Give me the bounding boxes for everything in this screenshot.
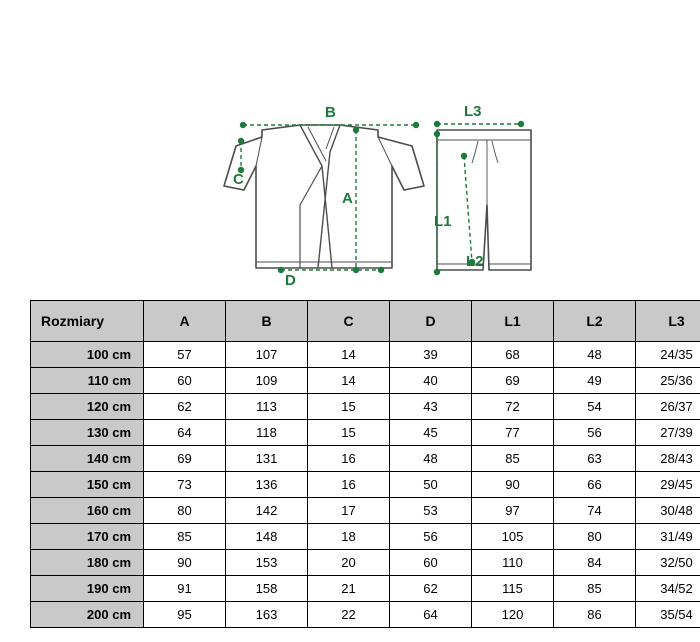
table-row	[31, 524, 700, 550]
cell-a: 60	[144, 368, 226, 394]
cell-c: 15	[308, 394, 390, 420]
cell-l3: 32/50	[636, 550, 700, 576]
cell-l3: 27/39	[636, 420, 700, 446]
cell-l1: 85	[472, 446, 554, 472]
cell-l3: 34/52	[636, 576, 700, 602]
table-row	[31, 576, 700, 602]
size-table-container	[30, 300, 693, 628]
table-header-row	[31, 301, 700, 342]
column-header-c: C	[308, 301, 390, 342]
column-header-b: B	[226, 301, 308, 342]
cell-l2: 80	[554, 524, 636, 550]
table-row	[31, 498, 700, 524]
cell-c: 21	[308, 576, 390, 602]
label-l3: L3	[464, 103, 482, 120]
cell-b: 107	[226, 342, 308, 368]
cell-d: 39	[390, 342, 472, 368]
cell-l2: 84	[554, 550, 636, 576]
row-size-label: 110 cm	[31, 368, 144, 394]
cell-c: 14	[308, 342, 390, 368]
cell-l2: 49	[554, 368, 636, 394]
cell-l1: 105	[472, 524, 554, 550]
column-header-l2: L2	[554, 301, 636, 342]
cell-a: 91	[144, 576, 226, 602]
row-size-label: 160 cm	[31, 498, 144, 524]
cell-l2: 66	[554, 472, 636, 498]
table-row	[31, 342, 700, 368]
cell-l1: 97	[472, 498, 554, 524]
cell-l2: 56	[554, 420, 636, 446]
table-row	[31, 368, 700, 394]
row-size-label: 180 cm	[31, 550, 144, 576]
label-d: D	[285, 272, 296, 289]
cell-b: 163	[226, 602, 308, 628]
table-row	[31, 446, 700, 472]
cell-a: 73	[144, 472, 226, 498]
cell-l1: 68	[472, 342, 554, 368]
cell-b: 113	[226, 394, 308, 420]
cell-l2: 86	[554, 602, 636, 628]
cell-a: 95	[144, 602, 226, 628]
cell-d: 64	[390, 602, 472, 628]
row-size-label: 140 cm	[31, 446, 144, 472]
cell-d: 50	[390, 472, 472, 498]
row-size-label: 130 cm	[31, 420, 144, 446]
cell-a: 90	[144, 550, 226, 576]
cell-c: 18	[308, 524, 390, 550]
cell-b: 136	[226, 472, 308, 498]
cell-d: 43	[390, 394, 472, 420]
cell-b: 142	[226, 498, 308, 524]
cell-d: 40	[390, 368, 472, 394]
cell-l1: 120	[472, 602, 554, 628]
size-table-body	[31, 342, 700, 628]
cell-c: 15	[308, 420, 390, 446]
cell-l2: 74	[554, 498, 636, 524]
cell-c: 17	[308, 498, 390, 524]
table-row	[31, 420, 700, 446]
pants-illustration	[437, 130, 531, 270]
cell-c: 16	[308, 446, 390, 472]
cell-l2: 54	[554, 394, 636, 420]
cell-d: 56	[390, 524, 472, 550]
cell-b: 109	[226, 368, 308, 394]
row-size-label: 170 cm	[31, 524, 144, 550]
measure-l3	[434, 121, 524, 127]
table-row	[31, 602, 700, 628]
garment-diagram	[0, 0, 700, 290]
cell-c: 14	[308, 368, 390, 394]
cell-d: 53	[390, 498, 472, 524]
cell-l1: 90	[472, 472, 554, 498]
column-header-l3: L3	[636, 301, 700, 342]
cell-c: 22	[308, 602, 390, 628]
cell-l2: 48	[554, 342, 636, 368]
label-l1: L1	[434, 213, 452, 230]
cell-b: 131	[226, 446, 308, 472]
cell-l1: 77	[472, 420, 554, 446]
cell-d: 48	[390, 446, 472, 472]
table-row	[31, 394, 700, 420]
jacket-illustration	[224, 125, 424, 268]
cell-b: 153	[226, 550, 308, 576]
cell-b: 118	[226, 420, 308, 446]
column-header-a: A	[144, 301, 226, 342]
size-table-head	[31, 301, 700, 342]
cell-b: 158	[226, 576, 308, 602]
cell-a: 64	[144, 420, 226, 446]
size-table	[30, 300, 700, 628]
label-a: A	[342, 190, 353, 207]
cell-a: 57	[144, 342, 226, 368]
cell-d: 60	[390, 550, 472, 576]
cell-l3: 29/45	[636, 472, 700, 498]
cell-a: 62	[144, 394, 226, 420]
cell-l3: 26/37	[636, 394, 700, 420]
cell-l1: 72	[472, 394, 554, 420]
table-row	[31, 550, 700, 576]
cell-l3: 28/43	[636, 446, 700, 472]
cell-l3: 31/49	[636, 524, 700, 550]
table-corner-header: Rozmiary	[31, 301, 144, 342]
label-b: B	[325, 104, 336, 121]
column-header-d: D	[390, 301, 472, 342]
cell-l3: 25/36	[636, 368, 700, 394]
row-size-label: 150 cm	[31, 472, 144, 498]
cell-b: 148	[226, 524, 308, 550]
cell-l3: 24/35	[636, 342, 700, 368]
cell-l1: 69	[472, 368, 554, 394]
label-c: C	[233, 171, 244, 188]
cell-c: 20	[308, 550, 390, 576]
row-size-label: 120 cm	[31, 394, 144, 420]
cell-l3: 30/48	[636, 498, 700, 524]
garment-diagram-svg	[0, 0, 700, 290]
cell-l2: 85	[554, 576, 636, 602]
cell-c: 16	[308, 472, 390, 498]
row-size-label: 190 cm	[31, 576, 144, 602]
cell-l1: 110	[472, 550, 554, 576]
cell-a: 69	[144, 446, 226, 472]
row-size-label: 200 cm	[31, 602, 144, 628]
label-l2: L2	[466, 253, 484, 270]
row-size-label: 100 cm	[31, 342, 144, 368]
table-row	[31, 472, 700, 498]
cell-l1: 115	[472, 576, 554, 602]
cell-d: 45	[390, 420, 472, 446]
cell-a: 80	[144, 498, 226, 524]
column-header-l1: L1	[472, 301, 554, 342]
cell-d: 62	[390, 576, 472, 602]
cell-l2: 63	[554, 446, 636, 472]
cell-a: 85	[144, 524, 226, 550]
cell-l3: 35/54	[636, 602, 700, 628]
